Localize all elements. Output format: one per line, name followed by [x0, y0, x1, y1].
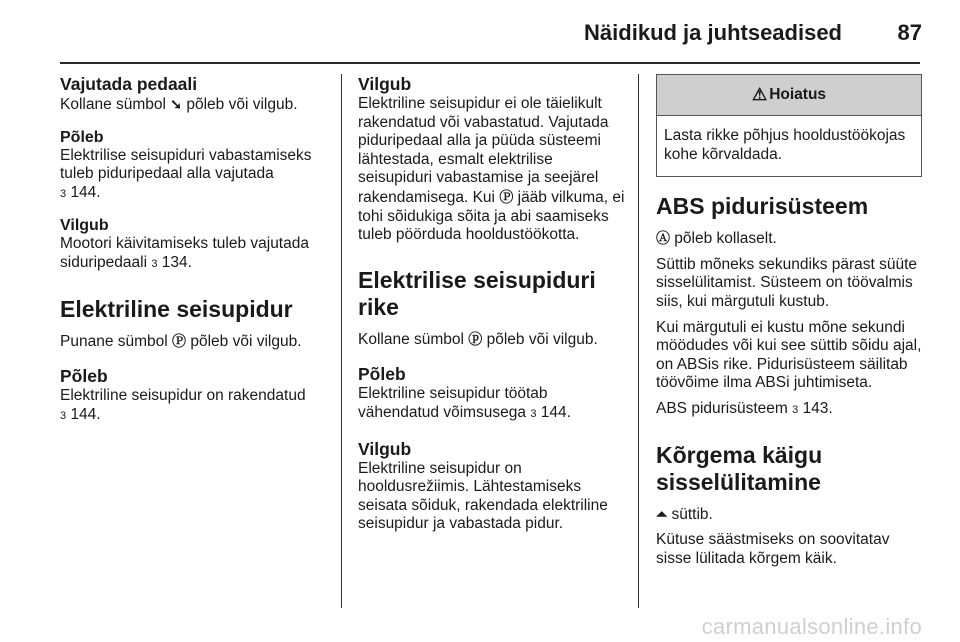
column-divider-2 [638, 74, 639, 608]
page-reference[interactable]: 144. [540, 403, 571, 421]
reference-arrow-icon: 3 [151, 257, 158, 270]
paragraph: Elektriline seisupidur on hooldusrežiimis. Lähtestamiseks seisata sõiduk, rakendada elektriline seisupidur ja vabastada pidur. [358, 459, 608, 533]
column-2 [358, 74, 628, 534]
paragraph: Süttib mõneks sekundiks pärast süüte sisselülitamist. Süsteem on töövalmis siis, kui märgutuli kustub. [656, 255, 918, 310]
section-title-vajutada-pedaali: Vajutada pedaali [60, 74, 198, 94]
text: põleb kollaselt. [670, 230, 777, 248]
subsection-title-poleb: Põleb [358, 364, 406, 385]
warning-header [657, 75, 921, 116]
page-reference[interactable]: 134. [161, 253, 192, 271]
subsection-title-vilgub: Vilgub [358, 438, 412, 459]
text: Elektriline seisupidur on rakendatud [60, 387, 306, 405]
subsection-title-poleb: Põleb [60, 128, 104, 146]
text: põleb või vilgub. [186, 332, 302, 350]
page-reference[interactable]: 143. [802, 399, 833, 417]
text: ABS pidurisüsteem [656, 399, 793, 417]
watermark: carmanualsonline.info [701, 614, 922, 639]
page-reference[interactable]: 144. [70, 183, 101, 201]
page-reference[interactable]: 144. [70, 405, 101, 423]
text: põleb või vilgub. [182, 96, 298, 113]
section-title-vilgub: Vilgub [358, 74, 412, 94]
reference-arrow-icon: 3 [530, 407, 537, 420]
reference-arrow-icon: 3 [60, 409, 67, 422]
text: Elektriline seisupidur töötab vähendatud võimsusega [358, 385, 548, 421]
section-title-abs-pidurisusteem: ABS pidurisüsteem [656, 193, 869, 220]
clutch-pedal-icon: ➘ [170, 96, 183, 112]
text: Elektriline seisupidur ei ole täielikult rakendatud või vabastatud. Vajutada piduripedaal alla ja püüda süsteemi lähtestada, esmalt elektrilise seisupiduri vabastamise ja seejärel rakendamisega. Kui [358, 95, 609, 206]
abs-icon: Ⓐ [656, 230, 670, 247]
column-1 [60, 74, 330, 425]
brake-fault-icon: ⓟ [468, 330, 483, 347]
text: Punane sümbol [60, 332, 173, 350]
paragraph [60, 235, 330, 273]
text: Kollane sümbol [60, 96, 171, 113]
column-divider-1 [341, 74, 342, 608]
paragraph [60, 387, 330, 425]
text: põleb või vilgub. [482, 330, 598, 348]
warning-title: Hoiatus [769, 85, 827, 103]
section-title-elektriline-seisupidur: Elektriline seisupidur [60, 295, 293, 322]
text: Mootori käivitamiseks tuleb vajutada siduripedaali [60, 235, 309, 271]
paragraph [358, 95, 628, 245]
paragraph: Kütuse säästmiseks on soovitatav sisse lülitada kõrgem käik. [656, 531, 890, 567]
section-title-korgema-kaigu: Kõrgema käigu sisselülitamine [656, 441, 823, 495]
subsection-title-vilgub: Vilgub [60, 217, 109, 235]
text: süttib. [667, 505, 713, 523]
section-title-elektrilise-seisupiduri-rike: Elektrilise seisupiduri rike [358, 266, 596, 320]
header-title: Näidikud ja juhtseadised [584, 20, 842, 45]
text: jääb vilkuma, ei tohi sõidukiga sõita ja abi saamiseks tuleb pöörduda hooldustöökotta. [358, 188, 625, 244]
header-rule [60, 62, 920, 64]
paragraph [60, 332, 330, 352]
paragraph: Kui märgutuli ei kustu mõne sekundi möödudes või kui see süttib sõidu ajal, on ABSis rike. Pidurisüsteem säilitab töövõime ilma ABSi juhtimiseta. [656, 318, 922, 392]
paragraph [358, 330, 628, 350]
column-3 [656, 74, 922, 568]
text: Elektrilise seisupiduri vabastamiseks tuleb piduripedaal alla vajutada [60, 146, 312, 183]
paragraph [60, 95, 330, 115]
reference-arrow-icon: 3 [60, 187, 67, 200]
paragraph [656, 229, 922, 249]
paragraph [656, 400, 922, 420]
text: Kollane sümbol [358, 330, 469, 348]
warning-box [656, 74, 922, 177]
parking-brake-icon: Ⓟ [172, 332, 187, 349]
upshift-icon: ⏶ [656, 505, 668, 522]
subsection-title-poleb: Põleb [60, 366, 108, 387]
parking-brake-icon: Ⓟ [499, 188, 514, 205]
warning-triangle-icon: ⚠ [751, 84, 768, 104]
paragraph [60, 147, 330, 204]
page-number: 87 [897, 20, 922, 45]
paragraph [656, 505, 922, 525]
paragraph [358, 385, 628, 423]
reference-arrow-icon: 3 [792, 403, 799, 416]
warning-text: Lasta rikke põhjus hooldustöökojas kohe kõrvaldada. [664, 127, 906, 163]
